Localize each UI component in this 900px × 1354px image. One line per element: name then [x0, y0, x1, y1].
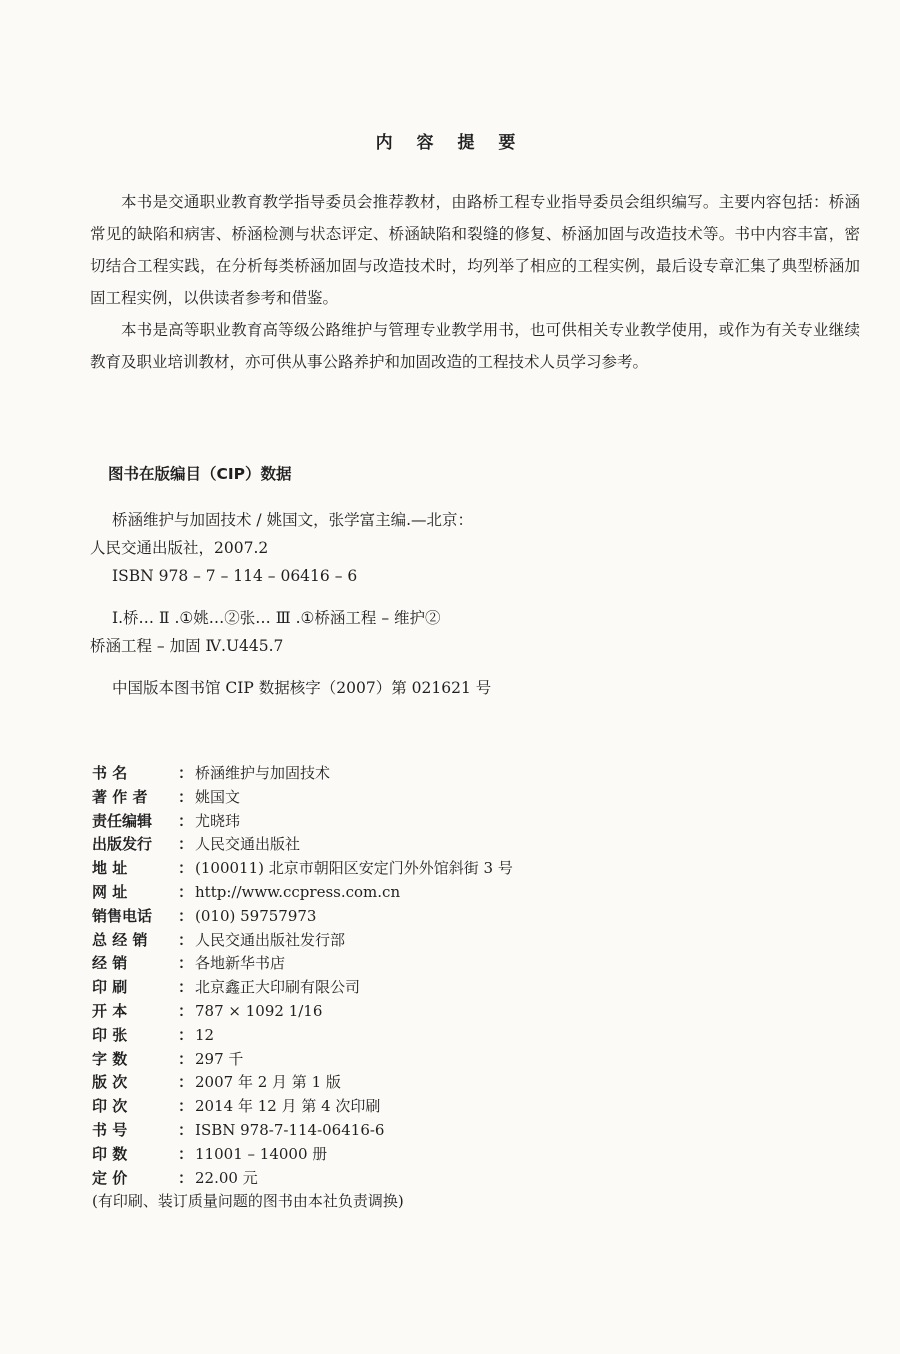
detail-row: 定 价 ： 22.00 元: [92, 1167, 652, 1191]
detail-row: 出版发行 ： 人民交通出版社: [92, 833, 652, 857]
abstract-title: 内 容 提 要: [375, 133, 525, 153]
detail-value: 11001 – 14000 册: [195, 1144, 328, 1163]
detail-value: 人民交通出版社发行部: [195, 930, 346, 949]
detail-row: 书 号 ： ISBN 978-7-114-06416-6: [92, 1119, 652, 1143]
detail-label: 出版发行: [92, 835, 153, 854]
detail-label: 书 名: [92, 764, 128, 782]
cip-title-line: 桥涵维护与加固技术 / 姚国文，张学富主编.—北京：: [112, 511, 474, 529]
detail-row: 印 数 ： 11001 – 14000 册: [92, 1143, 652, 1167]
detail-row: 地 址 ： (100011) 北京市朝阳区安定门外外馆斜街 3 号: [92, 857, 652, 881]
detail-value: http://www.ccpress.com.cn: [195, 882, 401, 901]
detail-label: 版 次: [92, 1073, 128, 1092]
detail-label: 印 刷: [92, 978, 128, 997]
detail-value: 尤晓玮: [195, 811, 241, 830]
detail-row: 总 经 销 ： 人民交通出版社发行部: [92, 929, 652, 953]
publication-details: [92, 762, 652, 1214]
detail-row: 印 刷 ： 北京鑫正大印刷有限公司: [92, 976, 652, 1000]
detail-label: 书 号: [92, 1120, 128, 1139]
detail-label: 印 次: [92, 1097, 128, 1116]
cip-isbn-line: ISBN 978 – 7 – 114 – 06416 – 6: [112, 567, 358, 585]
detail-value: 桥涵维护与加固技术: [195, 764, 331, 782]
detail-label: 著 作 者: [92, 787, 148, 806]
detail-label: 地 址: [92, 859, 128, 878]
detail-row: 开 本 ： 787 × 1092 1/16: [92, 1000, 652, 1024]
detail-value: 各地新华书店: [195, 954, 286, 973]
cip-heading: 图书在版编目（CIP）数据: [108, 465, 292, 483]
detail-label: 销售电话: [92, 906, 153, 925]
detail-row: 字 数 ： 297 千: [92, 1048, 652, 1072]
detail-row: 经 销 ： 各地新华书店: [92, 952, 652, 976]
detail-row: 著 作 者 ： 姚国文: [92, 786, 652, 810]
detail-value: 北京鑫正大印刷有限公司: [195, 978, 361, 997]
detail-row: 责任编辑 ： 尤晓玮: [92, 810, 652, 834]
detail-label: 字 数: [92, 1049, 128, 1068]
abstract-body: [90, 186, 860, 378]
detail-value: 787 × 1092 1/16: [195, 1001, 323, 1020]
detail-label: 定 价: [92, 1168, 128, 1187]
detail-label: 开 本: [92, 1001, 128, 1020]
detail-value: 姚国文: [195, 787, 241, 806]
detail-value: (100011) 北京市朝阳区安定门外外馆斜街 3 号: [195, 859, 513, 878]
detail-row: 版 次 ： 2007 年 2 月 第 1 版: [92, 1071, 652, 1095]
detail-row: 印 张 ： 12: [92, 1024, 652, 1048]
detail-row: 印 次 ： 2014 年 12 月 第 4 次印刷: [92, 1095, 652, 1119]
detail-value: 人民交通出版社: [195, 835, 301, 854]
detail-value: 2014 年 12 月 第 4 次印刷: [195, 1097, 381, 1116]
cip-subject-line: Ⅰ.桥… Ⅱ .①姚…②张… Ⅲ .①桥涵工程 – 维护②: [112, 609, 441, 627]
detail-label: 经 销: [92, 954, 128, 973]
cip-subject-line-cont: 桥涵工程 – 加固 Ⅳ.U445.7: [90, 637, 284, 655]
detail-value: 12: [195, 1025, 215, 1044]
detail-value: 22.00 元: [195, 1168, 258, 1187]
detail-value: 297 千: [195, 1049, 244, 1068]
detail-label: 总 经 销: [92, 930, 148, 949]
cip-publisher-line: 人民交通出版社，2007.2: [90, 539, 269, 557]
detail-row: 网 址 ： http://www.ccpress.com.cn: [92, 881, 652, 905]
abstract-paragraph: 本书是高等职业教育高等级公路维护与管理专业教学用书，也可供相关专业教学使用，或作为有关专业继续教育及职业培训教材，亦可供从事公路养护和加固改造的工程技术人员学习参考。: [90, 321, 860, 371]
detail-row: 书 名 ： 桥涵维护与加固技术: [92, 762, 652, 786]
cip-record-number: 中国版本图书馆 CIP 数据核字（2007）第 021621 号: [112, 679, 492, 697]
detail-value: 2007 年 2 月 第 1 版: [195, 1073, 341, 1092]
cip-data: [90, 506, 590, 702]
detail-label: 责任编辑: [92, 811, 153, 830]
detail-label: 网 址: [92, 882, 128, 901]
detail-label: 印 数: [92, 1144, 128, 1163]
detail-row: 销售电话 ： (010) 59757973: [92, 905, 652, 929]
abstract-paragraph: 本书是交通职业教育教学指导委员会推荐教材，由路桥工程专业指导委员会组织编写。主要内容包括：桥涵常见的缺陷和病害、桥涵检测与状态评定、桥涵缺陷和裂缝的修复、桥涵加固与改造技术等。书中内容丰富，密切结合工程实践，在分析每类桥涵加固与改造技术时，均列举了相应的工程实例，最后设专章汇集了典型桥涵加固工程实例，以供读者参考和借鉴。: [90, 193, 860, 307]
detail-value: (010) 59757973: [195, 906, 317, 925]
detail-value: ISBN 978-7-114-06416-6: [195, 1120, 385, 1139]
footer-note: (有印刷、装订质量问题的图书由本社负责调换): [92, 1192, 404, 1211]
detail-label: 印 张: [92, 1025, 128, 1044]
